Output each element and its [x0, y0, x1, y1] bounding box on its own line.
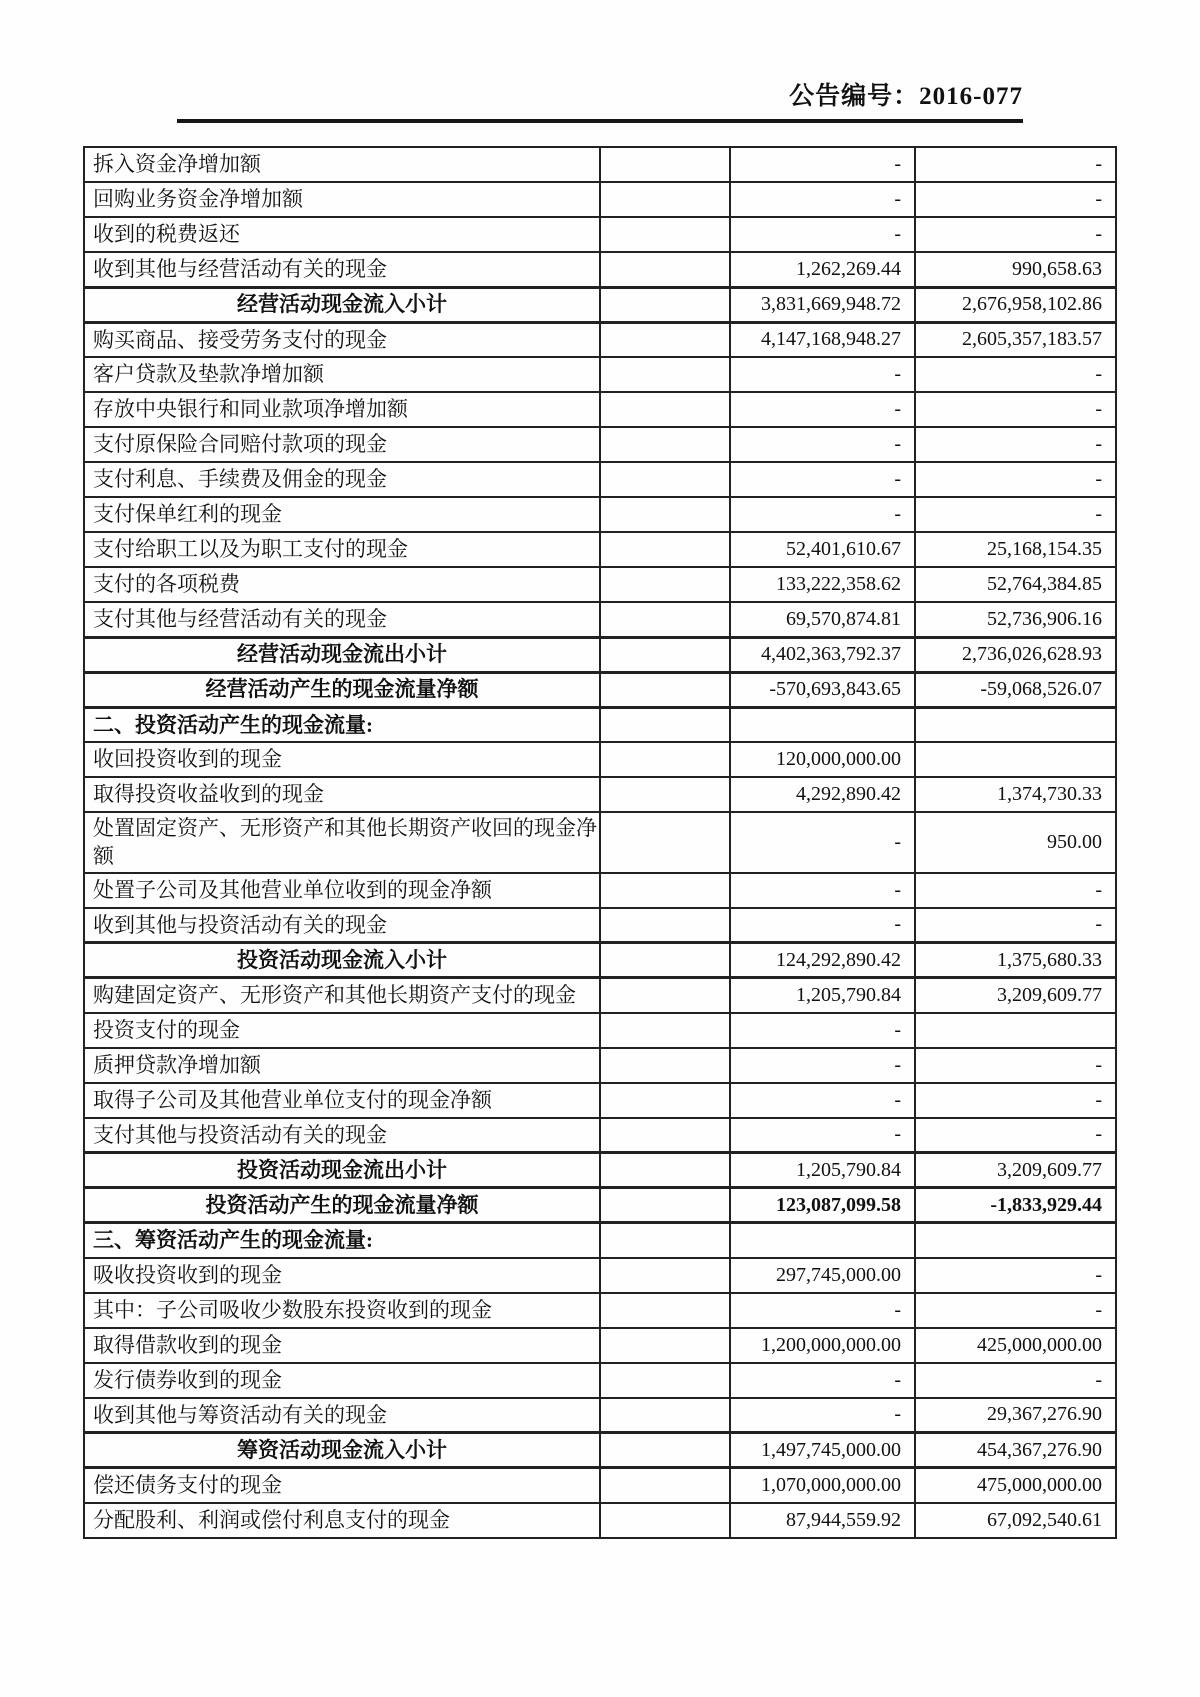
amount-prior: 29,367,276.90 [915, 1398, 1116, 1433]
announcement-number-text: 公告编号：2016-077 [789, 83, 1023, 110]
note-cell [600, 427, 730, 462]
row-label: 投资支付的现金 [84, 1013, 600, 1048]
amount-prior: - [915, 873, 1116, 908]
row-label: 购建固定资产、无形资产和其他长期资产支付的现金 [84, 978, 600, 1013]
table-row [84, 672, 1116, 707]
note-cell [600, 392, 730, 427]
note-cell [600, 462, 730, 497]
row-label: 取得投资收益收到的现金 [84, 777, 600, 812]
amount-current: 1,205,790.84 [730, 1153, 915, 1188]
table-row [84, 1503, 1116, 1538]
row-label: 三、筹资活动产生的现金流量: [84, 1223, 600, 1258]
table-row [84, 1118, 1116, 1153]
amount-current: 1,262,269.44 [730, 252, 915, 287]
amount-prior: 2,736,026,628.93 [915, 637, 1116, 672]
table-row [84, 252, 1116, 287]
row-label: 存放中央银行和同业款项净增加额 [84, 392, 600, 427]
amount-prior: 454,367,276.90 [915, 1433, 1116, 1468]
amount-prior: 2,676,958,102.86 [915, 287, 1116, 322]
table-row [84, 1223, 1116, 1258]
table-row [84, 602, 1116, 637]
amount-current: - [730, 1118, 915, 1153]
amount-current: - [730, 873, 915, 908]
note-cell [600, 777, 730, 812]
amount-current: - [730, 497, 915, 532]
row-label: 取得借款收到的现金 [84, 1328, 600, 1363]
amount-current: - [730, 1398, 915, 1433]
amount-current: 124,292,890.42 [730, 943, 915, 978]
row-label: 支付保单红利的现金 [84, 497, 600, 532]
note-cell [600, 602, 730, 637]
amount-current: - [730, 357, 915, 392]
table-row [84, 462, 1116, 497]
note-cell [600, 637, 730, 672]
note-cell [600, 147, 730, 182]
note-cell [600, 873, 730, 908]
row-label: 收到其他与筹资活动有关的现金 [84, 1398, 600, 1433]
amount-prior: - [915, 147, 1116, 182]
row-label: 收到的税费返还 [84, 217, 600, 252]
amount-current: 69,570,874.81 [730, 602, 915, 637]
note-cell [600, 1223, 730, 1258]
amount-prior: 950.00 [915, 812, 1116, 873]
note-cell [600, 672, 730, 707]
table-row [84, 497, 1116, 532]
amount-prior: - [915, 1083, 1116, 1118]
note-cell [600, 1118, 730, 1153]
cash-flow-table [83, 146, 1117, 1539]
table-row [84, 1258, 1116, 1293]
amount-current: 123,087,099.58 [730, 1188, 915, 1223]
amount-prior: - [915, 1048, 1116, 1083]
row-label: 收到其他与经营活动有关的现金 [84, 252, 600, 287]
amount-prior: - [915, 462, 1116, 497]
table-row [84, 357, 1116, 392]
amount-prior: 1,374,730.33 [915, 777, 1116, 812]
row-label: 偿还债务支付的现金 [84, 1468, 600, 1503]
table-row [84, 287, 1116, 322]
table-row [84, 217, 1116, 252]
amount-current [730, 1223, 915, 1258]
row-label: 处置固定资产、无形资产和其他长期资产收回的现金净额 [84, 812, 600, 873]
table-row [84, 873, 1116, 908]
amount-prior: 2,605,357,183.57 [915, 322, 1116, 357]
amount-prior: 475,000,000.00 [915, 1468, 1116, 1503]
amount-prior: 3,209,609.77 [915, 978, 1116, 1013]
row-label: 支付其他与经营活动有关的现金 [84, 602, 600, 637]
note-cell [600, 1328, 730, 1363]
amount-prior: - [915, 357, 1116, 392]
table-row [84, 1468, 1116, 1503]
note-cell [600, 1013, 730, 1048]
note-cell [600, 1048, 730, 1083]
row-label: 经营活动现金流出小计 [84, 637, 600, 672]
amount-prior: - [915, 1293, 1116, 1328]
table-row [84, 1083, 1116, 1118]
amount-current: 3,831,669,948.72 [730, 287, 915, 322]
amount-prior: 25,168,154.35 [915, 532, 1116, 567]
row-label: 收回投资收到的现金 [84, 742, 600, 777]
table-row [84, 1048, 1116, 1083]
note-cell [600, 978, 730, 1013]
row-label: 经营活动现金流入小计 [84, 287, 600, 322]
row-label: 支付的各项税费 [84, 567, 600, 602]
row-label: 分配股利、利润或偿付利息支付的现金 [84, 1503, 600, 1538]
note-cell [600, 567, 730, 602]
amount-current: - [730, 462, 915, 497]
table-row [84, 427, 1116, 462]
table-row [84, 777, 1116, 812]
amount-current: - [730, 217, 915, 252]
note-cell [600, 1363, 730, 1398]
amount-current: - [730, 1048, 915, 1083]
table-row [84, 1398, 1116, 1433]
row-label: 回购业务资金净增加额 [84, 182, 600, 217]
amount-current: 4,292,890.42 [730, 777, 915, 812]
table-row [84, 322, 1116, 357]
row-label: 二、投资活动产生的现金流量: [84, 707, 600, 742]
row-label: 质押贷款净增加额 [84, 1048, 600, 1083]
note-cell [600, 1188, 730, 1223]
note-cell [600, 287, 730, 322]
amount-prior: - [915, 1258, 1116, 1293]
row-label: 其中：子公司吸收少数股东投资收到的现金 [84, 1293, 600, 1328]
table-row [84, 182, 1116, 217]
amount-current: - [730, 182, 915, 217]
row-label: 投资活动产生的现金流量净额 [84, 1188, 600, 1223]
amount-prior: -1,833,929.44 [915, 1188, 1116, 1223]
table-row [84, 908, 1116, 943]
table-row [84, 812, 1116, 873]
row-label: 投资活动现金流入小计 [84, 943, 600, 978]
amount-current: 133,222,358.62 [730, 567, 915, 602]
amount-current: 1,497,745,000.00 [730, 1433, 915, 1468]
amount-prior: - [915, 908, 1116, 943]
amount-current: 52,401,610.67 [730, 532, 915, 567]
amount-prior: - [915, 497, 1116, 532]
amount-current: 4,402,363,792.37 [730, 637, 915, 672]
amount-prior [915, 742, 1116, 777]
note-cell [600, 1503, 730, 1538]
amount-current: 1,205,790.84 [730, 978, 915, 1013]
table-row [84, 1153, 1116, 1188]
amount-current: -570,693,843.65 [730, 672, 915, 707]
amount-current: - [730, 1293, 915, 1328]
amount-prior [915, 1013, 1116, 1048]
amount-current: - [730, 392, 915, 427]
amount-prior: - [915, 427, 1116, 462]
amount-current: - [730, 1083, 915, 1118]
table-row [84, 532, 1116, 567]
amount-prior: - [915, 1118, 1116, 1153]
amount-current: 1,200,000,000.00 [730, 1328, 915, 1363]
note-cell [600, 1153, 730, 1188]
amount-prior: 52,764,384.85 [915, 567, 1116, 602]
note-cell [600, 1083, 730, 1118]
row-label: 支付给职工以及为职工支付的现金 [84, 532, 600, 567]
note-cell [600, 182, 730, 217]
row-label: 处置子公司及其他营业单位收到的现金净额 [84, 873, 600, 908]
note-cell [600, 943, 730, 978]
row-label: 客户贷款及垫款净增加额 [84, 357, 600, 392]
row-label: 筹资活动现金流入小计 [84, 1433, 600, 1468]
row-label: 收到其他与投资活动有关的现金 [84, 908, 600, 943]
amount-prior: 3,209,609.77 [915, 1153, 1116, 1188]
table-row [84, 1013, 1116, 1048]
note-cell [600, 707, 730, 742]
row-label: 拆入资金净增加额 [84, 147, 600, 182]
note-cell [600, 742, 730, 777]
note-cell [600, 217, 730, 252]
amount-prior: 425,000,000.00 [915, 1328, 1116, 1363]
cash-flow-table-body [84, 147, 1116, 1538]
amount-current: - [730, 147, 915, 182]
amount-prior: - [915, 392, 1116, 427]
amount-prior: - [915, 1363, 1116, 1398]
row-label: 取得子公司及其他营业单位支付的现金净额 [84, 1083, 600, 1118]
note-cell [600, 497, 730, 532]
row-label: 经营活动产生的现金流量净额 [84, 672, 600, 707]
amount-prior: 67,092,540.61 [915, 1503, 1116, 1538]
row-label: 支付利息、手续费及佣金的现金 [84, 462, 600, 497]
table-row [84, 1328, 1116, 1363]
amount-prior: 1,375,680.33 [915, 943, 1116, 978]
table-row [84, 707, 1116, 742]
note-cell [600, 908, 730, 943]
amount-current: - [730, 1363, 915, 1398]
amount-prior: - [915, 182, 1116, 217]
note-cell [600, 532, 730, 567]
table-row [84, 943, 1116, 978]
row-label: 投资活动现金流出小计 [84, 1153, 600, 1188]
amount-current: - [730, 1013, 915, 1048]
amount-prior: 52,736,906.16 [915, 602, 1116, 637]
table-row [84, 567, 1116, 602]
amount-prior: 990,658.63 [915, 252, 1116, 287]
amount-prior [915, 1223, 1116, 1258]
note-cell [600, 322, 730, 357]
amount-current: - [730, 427, 915, 462]
row-label: 吸收投资收到的现金 [84, 1258, 600, 1293]
note-cell [600, 357, 730, 392]
note-cell [600, 1258, 730, 1293]
table-row [84, 742, 1116, 777]
table-row [84, 978, 1116, 1013]
amount-prior [915, 707, 1116, 742]
note-cell [600, 1433, 730, 1468]
amount-prior: - [915, 217, 1116, 252]
table-row [84, 147, 1116, 182]
table-row [84, 392, 1116, 427]
amount-current: 4,147,168,948.27 [730, 322, 915, 357]
amount-current: 87,944,559.92 [730, 1503, 915, 1538]
row-label: 发行债券收到的现金 [84, 1363, 600, 1398]
note-cell [600, 1468, 730, 1503]
amount-prior: -59,068,526.07 [915, 672, 1116, 707]
table-row [84, 637, 1116, 672]
row-label: 支付原保险合同赔付款项的现金 [84, 427, 600, 462]
table-row [84, 1188, 1116, 1223]
row-label: 购买商品、接受劳务支付的现金 [84, 322, 600, 357]
table-row [84, 1293, 1116, 1328]
amount-current: 1,070,000,000.00 [730, 1468, 915, 1503]
row-label: 支付其他与投资活动有关的现金 [84, 1118, 600, 1153]
note-cell [600, 252, 730, 287]
amount-current [730, 707, 915, 742]
table-row [84, 1433, 1116, 1468]
table-row [84, 1363, 1116, 1398]
amount-current: - [730, 812, 915, 873]
note-cell [600, 812, 730, 873]
note-cell [600, 1293, 730, 1328]
amount-current: - [730, 908, 915, 943]
amount-current: 297,745,000.00 [730, 1258, 915, 1293]
amount-current: 120,000,000.00 [730, 742, 915, 777]
announcement-number [177, 76, 1023, 123]
note-cell [600, 1398, 730, 1433]
